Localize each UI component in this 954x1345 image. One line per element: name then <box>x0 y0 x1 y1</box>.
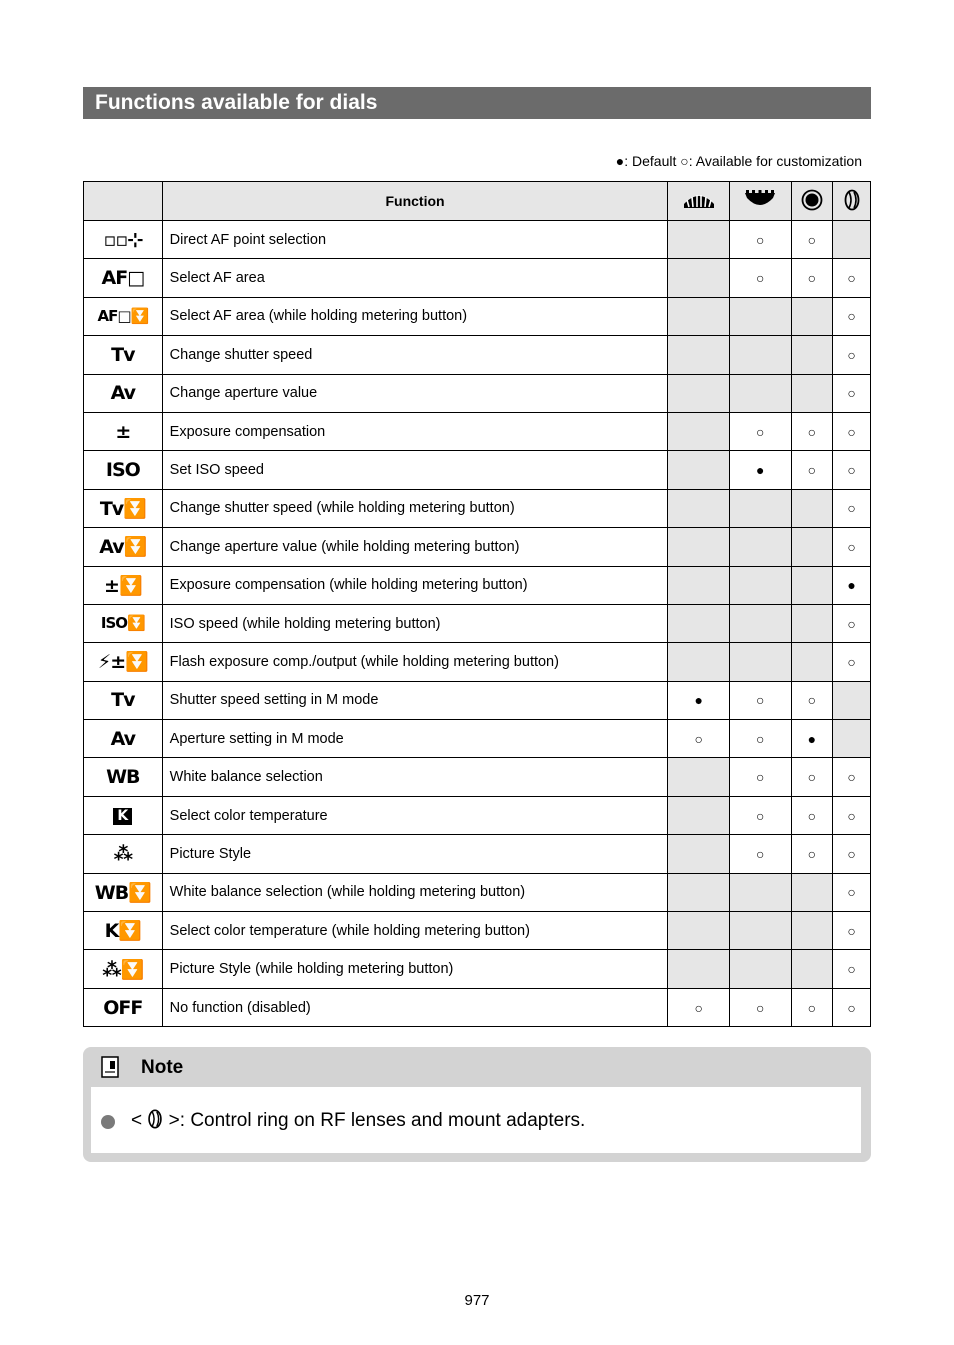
dial-availability-cell: ○ <box>833 796 871 834</box>
function-label: Select color temperature <box>162 796 668 834</box>
function-icon-glyph: AF□⏬ <box>97 306 149 325</box>
dial-availability-cell: ○ <box>833 412 871 450</box>
dial-availability-cell <box>668 796 730 834</box>
function-label: Picture Style (while holding metering button) <box>162 950 668 988</box>
dial-availability-cell: ○ <box>833 988 871 1026</box>
function-icon-glyph: Tv⏬ <box>99 497 146 520</box>
function-label: Aperture setting in M mode <box>162 720 668 758</box>
dial-availability-cell: ○ <box>833 528 871 566</box>
function-label: Select color temperature (while holding metering button) <box>162 912 668 950</box>
function-icon <box>84 988 163 1026</box>
function-icon <box>84 412 163 450</box>
table-row <box>84 297 871 335</box>
function-icon <box>84 489 163 527</box>
dial-availability-cell <box>668 835 730 873</box>
control-ring-icon <box>147 1109 163 1129</box>
dial-availability-cell <box>668 604 730 642</box>
function-label: Change aperture value <box>162 374 668 412</box>
function-icon-glyph: ± <box>115 420 131 443</box>
dial-availability-cell <box>791 374 833 412</box>
function-icon-glyph: Tv <box>111 689 135 712</box>
table-row <box>84 604 871 642</box>
dial-availability-cell <box>833 221 871 259</box>
dial-availability-cell: ○ <box>791 259 833 297</box>
function-column-header: Function <box>162 182 668 221</box>
dial-availability-cell: ○ <box>668 988 730 1026</box>
function-icon <box>84 681 163 719</box>
dial-availability-cell: ○ <box>729 988 791 1026</box>
dial-availability-cell: ○ <box>833 604 871 642</box>
function-icon-glyph: Av <box>110 727 136 750</box>
dial-availability-cell <box>668 374 730 412</box>
function-label: ISO speed (while holding metering button) <box>162 604 668 642</box>
dial-availability-cell: ○ <box>729 796 791 834</box>
dial-availability-cell <box>791 912 833 950</box>
dial-availability-cell: ○ <box>668 720 730 758</box>
dial-availability-cell: ○ <box>833 643 871 681</box>
function-label: Change aperture value (while holding metering button) <box>162 528 668 566</box>
dial-availability-cell <box>668 950 730 988</box>
function-icon <box>84 566 163 604</box>
note-header <box>83 1047 871 1087</box>
function-icon-glyph: K⏬ <box>104 920 142 943</box>
dial-availability-cell <box>668 259 730 297</box>
note-box <box>83 1047 871 1162</box>
function-label: Flash exposure comp./output (while holding metering button) <box>162 643 668 681</box>
function-icon <box>84 259 163 297</box>
function-icon-glyph: AF□ <box>101 267 145 290</box>
table-row <box>84 796 871 834</box>
dial-availability-cell: ○ <box>833 259 871 297</box>
table-row <box>84 336 871 374</box>
function-icon <box>84 720 163 758</box>
dial-availability-cell <box>668 643 730 681</box>
dial-availability-cell <box>833 681 871 719</box>
dial-availability-cell: ○ <box>833 835 871 873</box>
function-icon-glyph: ⚡±⏬ <box>97 651 148 674</box>
function-icon-glyph: ISO⏬ <box>100 614 145 633</box>
table-row <box>84 720 871 758</box>
dial-availability-cell <box>791 297 833 335</box>
dial-availability-cell <box>729 297 791 335</box>
dial-availability-cell: ○ <box>833 758 871 796</box>
table-row <box>84 374 871 412</box>
dial-availability-cell <box>729 912 791 950</box>
dial-availability-cell <box>729 489 791 527</box>
function-icon-glyph: Av <box>110 382 136 405</box>
dial-availability-cell: ○ <box>729 681 791 719</box>
function-icon-glyph: Tv <box>111 343 135 366</box>
function-icon-glyph: ±⏬ <box>104 574 142 597</box>
table-header-row <box>84 182 871 221</box>
dial-availability-cell: ○ <box>791 796 833 834</box>
table-row <box>84 643 871 681</box>
function-icon-glyph: WB⏬ <box>94 881 151 904</box>
table-row <box>84 758 871 796</box>
function-icon-glyph: ISO <box>105 459 140 482</box>
dial-availability-cell <box>729 374 791 412</box>
dial-availability-cell: ● <box>729 451 791 489</box>
dial-availability-cell <box>668 336 730 374</box>
function-icon-glyph: Av⏬ <box>99 536 147 559</box>
note-text <box>131 1109 585 1132</box>
page-number: 977 <box>464 1292 490 1309</box>
function-label: No function (disabled) <box>162 988 668 1026</box>
dial-availability-cell: ○ <box>729 221 791 259</box>
dial-availability-cell: ○ <box>833 873 871 911</box>
function-icon-glyph: WB <box>106 766 140 789</box>
function-icon <box>84 604 163 642</box>
function-icon <box>84 835 163 873</box>
function-label: Change shutter speed <box>162 336 668 374</box>
dial-functions-table <box>83 181 871 1027</box>
function-icon-glyph: K <box>113 808 132 825</box>
table-row <box>84 528 871 566</box>
dial-availability-cell <box>791 873 833 911</box>
function-icon <box>84 796 163 834</box>
dial-availability-cell: ○ <box>729 259 791 297</box>
multi-controller-icon <box>791 182 833 221</box>
dial-availability-cell: ● <box>791 720 833 758</box>
note-body <box>91 1087 861 1153</box>
dial-availability-cell <box>668 489 730 527</box>
note-text-after: >: Control ring on RF lenses and mount adapters. <box>168 1110 586 1131</box>
dial-availability-cell <box>791 950 833 988</box>
function-icon <box>84 873 163 911</box>
function-icon-glyph: ⁂⏬ <box>102 958 144 981</box>
dial-availability-cell: ○ <box>833 950 871 988</box>
dial-availability-cell <box>668 297 730 335</box>
dial-availability-cell: ○ <box>791 412 833 450</box>
dial-availability-cell: ○ <box>729 412 791 450</box>
dial-availability-cell <box>791 566 833 604</box>
dial-availability-cell: ○ <box>791 451 833 489</box>
dial-availability-cell: ○ <box>729 758 791 796</box>
function-label: Change shutter speed (while holding metering button) <box>162 489 668 527</box>
dial-availability-cell <box>791 528 833 566</box>
dial-availability-cell: ● <box>668 681 730 719</box>
dial-availability-cell <box>668 412 730 450</box>
function-label: White balance selection <box>162 758 668 796</box>
dial-availability-cell <box>833 720 871 758</box>
dial-availability-cell <box>791 604 833 642</box>
note-text-before: < <box>131 1110 143 1131</box>
table-row <box>84 681 871 719</box>
dial-availability-cell: ○ <box>791 681 833 719</box>
function-icon-glyph: ⁂ <box>113 842 133 865</box>
function-label: Set ISO speed <box>162 451 668 489</box>
dial-availability-cell <box>729 604 791 642</box>
table-row <box>84 451 871 489</box>
control-ring-icon <box>833 182 871 221</box>
function-icon <box>84 643 163 681</box>
table-row <box>84 988 871 1026</box>
function-icon <box>84 297 163 335</box>
dial-availability-cell <box>729 528 791 566</box>
function-label: Picture Style <box>162 835 668 873</box>
function-label: Select AF area (while holding metering button) <box>162 297 668 335</box>
bullet-icon <box>101 1115 115 1129</box>
dial-availability-cell <box>791 643 833 681</box>
dial-availability-cell: ○ <box>791 988 833 1026</box>
table-row <box>84 950 871 988</box>
dial-availability-cell: ○ <box>729 720 791 758</box>
table-row <box>84 566 871 604</box>
dial-availability-cell <box>668 912 730 950</box>
dial-availability-cell <box>668 566 730 604</box>
dial-availability-cell <box>729 873 791 911</box>
note-icon <box>101 1056 119 1083</box>
dial-availability-cell: ○ <box>833 912 871 950</box>
table-row <box>84 412 871 450</box>
dial-availability-cell <box>791 489 833 527</box>
function-label: Select AF area <box>162 259 668 297</box>
dial-availability-cell: ○ <box>791 221 833 259</box>
function-icon <box>84 221 163 259</box>
table-row <box>84 489 871 527</box>
section-title: Functions available for dials <box>83 87 871 119</box>
function-icon <box>84 336 163 374</box>
dial-availability-cell <box>729 950 791 988</box>
dial-availability-cell: ○ <box>833 489 871 527</box>
dial-availability-cell <box>668 873 730 911</box>
function-icon <box>84 528 163 566</box>
icon-column-header <box>84 182 163 221</box>
function-icon <box>84 451 163 489</box>
function-icon <box>84 912 163 950</box>
function-icon-glyph: ▫▫⊹ <box>103 228 143 251</box>
table-row <box>84 912 871 950</box>
function-icon <box>84 758 163 796</box>
dial-availability-cell <box>791 336 833 374</box>
dial-availability-cell <box>729 336 791 374</box>
function-icon <box>84 950 163 988</box>
dial-availability-cell <box>668 221 730 259</box>
legend-text: ●: Default ○: Available for customization <box>615 153 862 169</box>
table-row <box>84 873 871 911</box>
dial-availability-cell: ○ <box>791 758 833 796</box>
dial-availability-cell: ○ <box>791 835 833 873</box>
dial-availability-cell: ○ <box>833 374 871 412</box>
dial-availability-cell: ○ <box>833 451 871 489</box>
dial-availability-cell <box>668 758 730 796</box>
table-row <box>84 221 871 259</box>
table-row <box>84 259 871 297</box>
dial-availability-cell <box>729 566 791 604</box>
function-label: Exposure compensation <box>162 412 668 450</box>
dial-availability-cell: ○ <box>729 835 791 873</box>
dial-availability-cell: ○ <box>833 297 871 335</box>
dial-availability-cell: ● <box>833 566 871 604</box>
dial-availability-cell <box>668 528 730 566</box>
function-label: Direct AF point selection <box>162 221 668 259</box>
dial-availability-cell: ○ <box>833 336 871 374</box>
note-title: Note <box>141 1057 184 1078</box>
main-dial-icon <box>668 182 730 221</box>
function-label: White balance selection (while holding metering button) <box>162 873 668 911</box>
function-label: Exposure compensation (while holding metering button) <box>162 566 668 604</box>
dial-availability-cell <box>668 451 730 489</box>
quick-control-dial-icon <box>729 182 791 221</box>
function-label: Shutter speed setting in M mode <box>162 681 668 719</box>
function-icon-glyph: OFF <box>103 996 143 1019</box>
table-row <box>84 835 871 873</box>
dial-availability-cell <box>729 643 791 681</box>
function-icon <box>84 374 163 412</box>
